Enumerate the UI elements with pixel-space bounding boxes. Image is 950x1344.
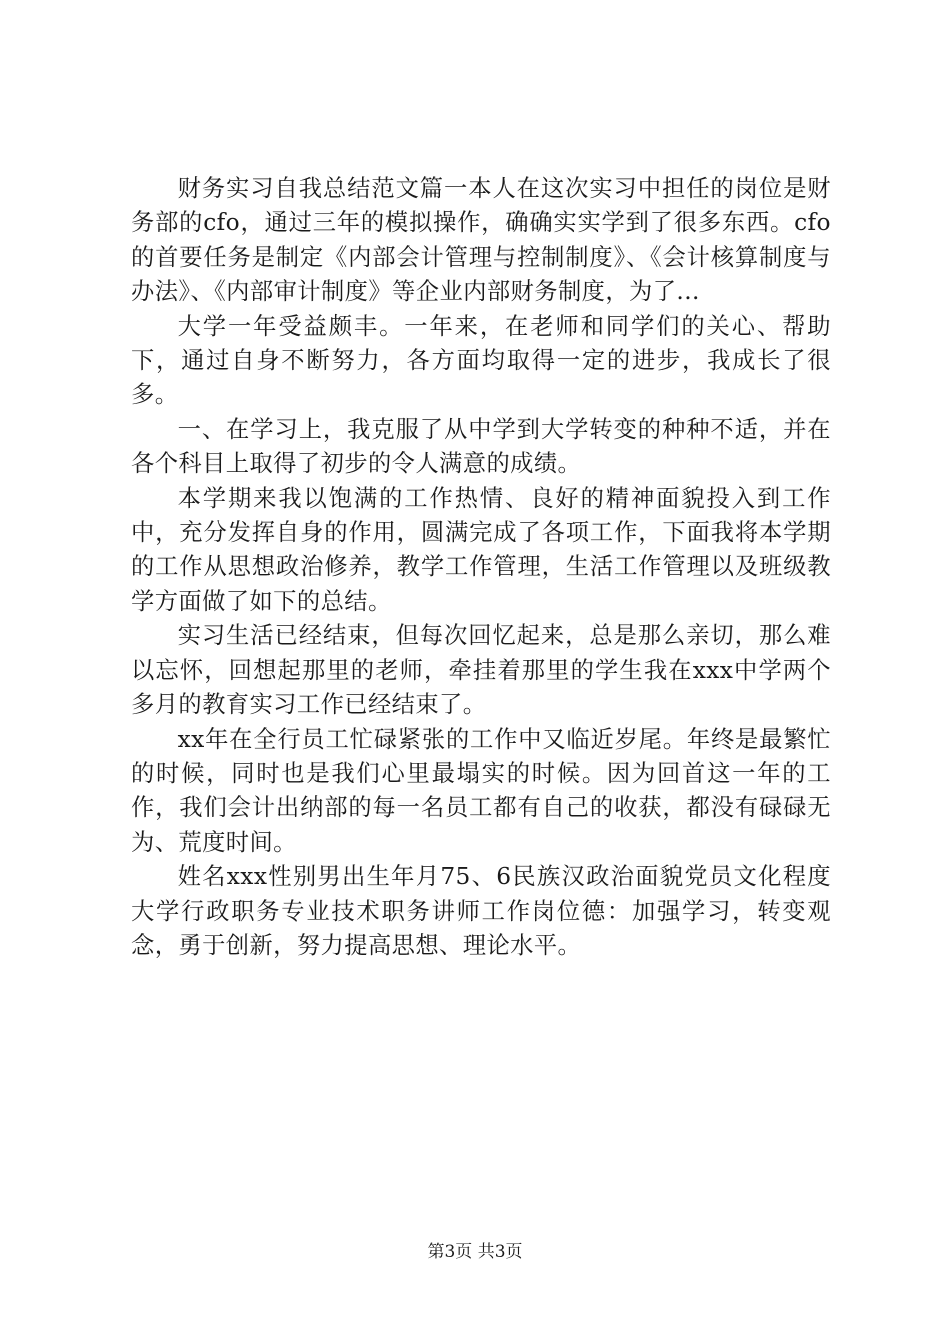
paragraph-7: 姓名xxx性别男出生年月75、6民族汉政治面貌党员文化程度大学行政职务专业技术职务讲师工作岗位德：加强学习，转变观念，勇于创新，努力提高思想、理论水平。 [131, 863, 831, 959]
paragraph-1: 财务实习自我总结范文篇一本人在这次实习中担任的岗位是财务部的cfo，通过三年的模拟操作，确确实实学到了很多东西。cfo的首要任务是制定《内部会计管理与控制制度》、《会计核算制度与办法》、《内部审计制度》等企业内部财务制度，为了... [131, 175, 831, 306]
paragraph-4: 本学期来我以饱满的工作热情、良好的精神面貌投入到工作中，充分发挥自身的作用，圆满完成了各项工作，下面我将本学期的工作从思想政治修养，教学工作管理，生活工作管理以及班级教学方面做了如下的总结。 [131, 484, 831, 615]
page-number-footer: 第3页 共3页 [427, 1242, 523, 1262]
paragraph-3: 一、在学习上，我克服了从中学到大学转变的种种不适，并在各个科目上取得了初步的令人满意的成绩。 [131, 415, 831, 478]
paragraph-6: xx年在全行员工忙碌紧张的工作中又临近岁尾。年终是最繁忙的时候，同时也是我们心里最塌实的时候。因为回首这一年的工作，我们会计出纳部的每一名员工都有自己的收获，都没有碌碌无为、荒度时间。 [131, 725, 831, 856]
paragraph-5: 实习生活已经结束，但每次回忆起来，总是那么亲切，那么难以忘怀，回想起那里的老师，牵挂着那里的学生我在xxx中学两个多月的教育实习工作已经结束了。 [131, 622, 831, 719]
document-body [131, 172, 831, 963]
paragraph-2: 大学一年受益颇丰。一年来，在老师和同学们的关心、帮助下，通过自身不断努力，各方面均取得一定的进步，我成长了很多。 [131, 312, 831, 409]
